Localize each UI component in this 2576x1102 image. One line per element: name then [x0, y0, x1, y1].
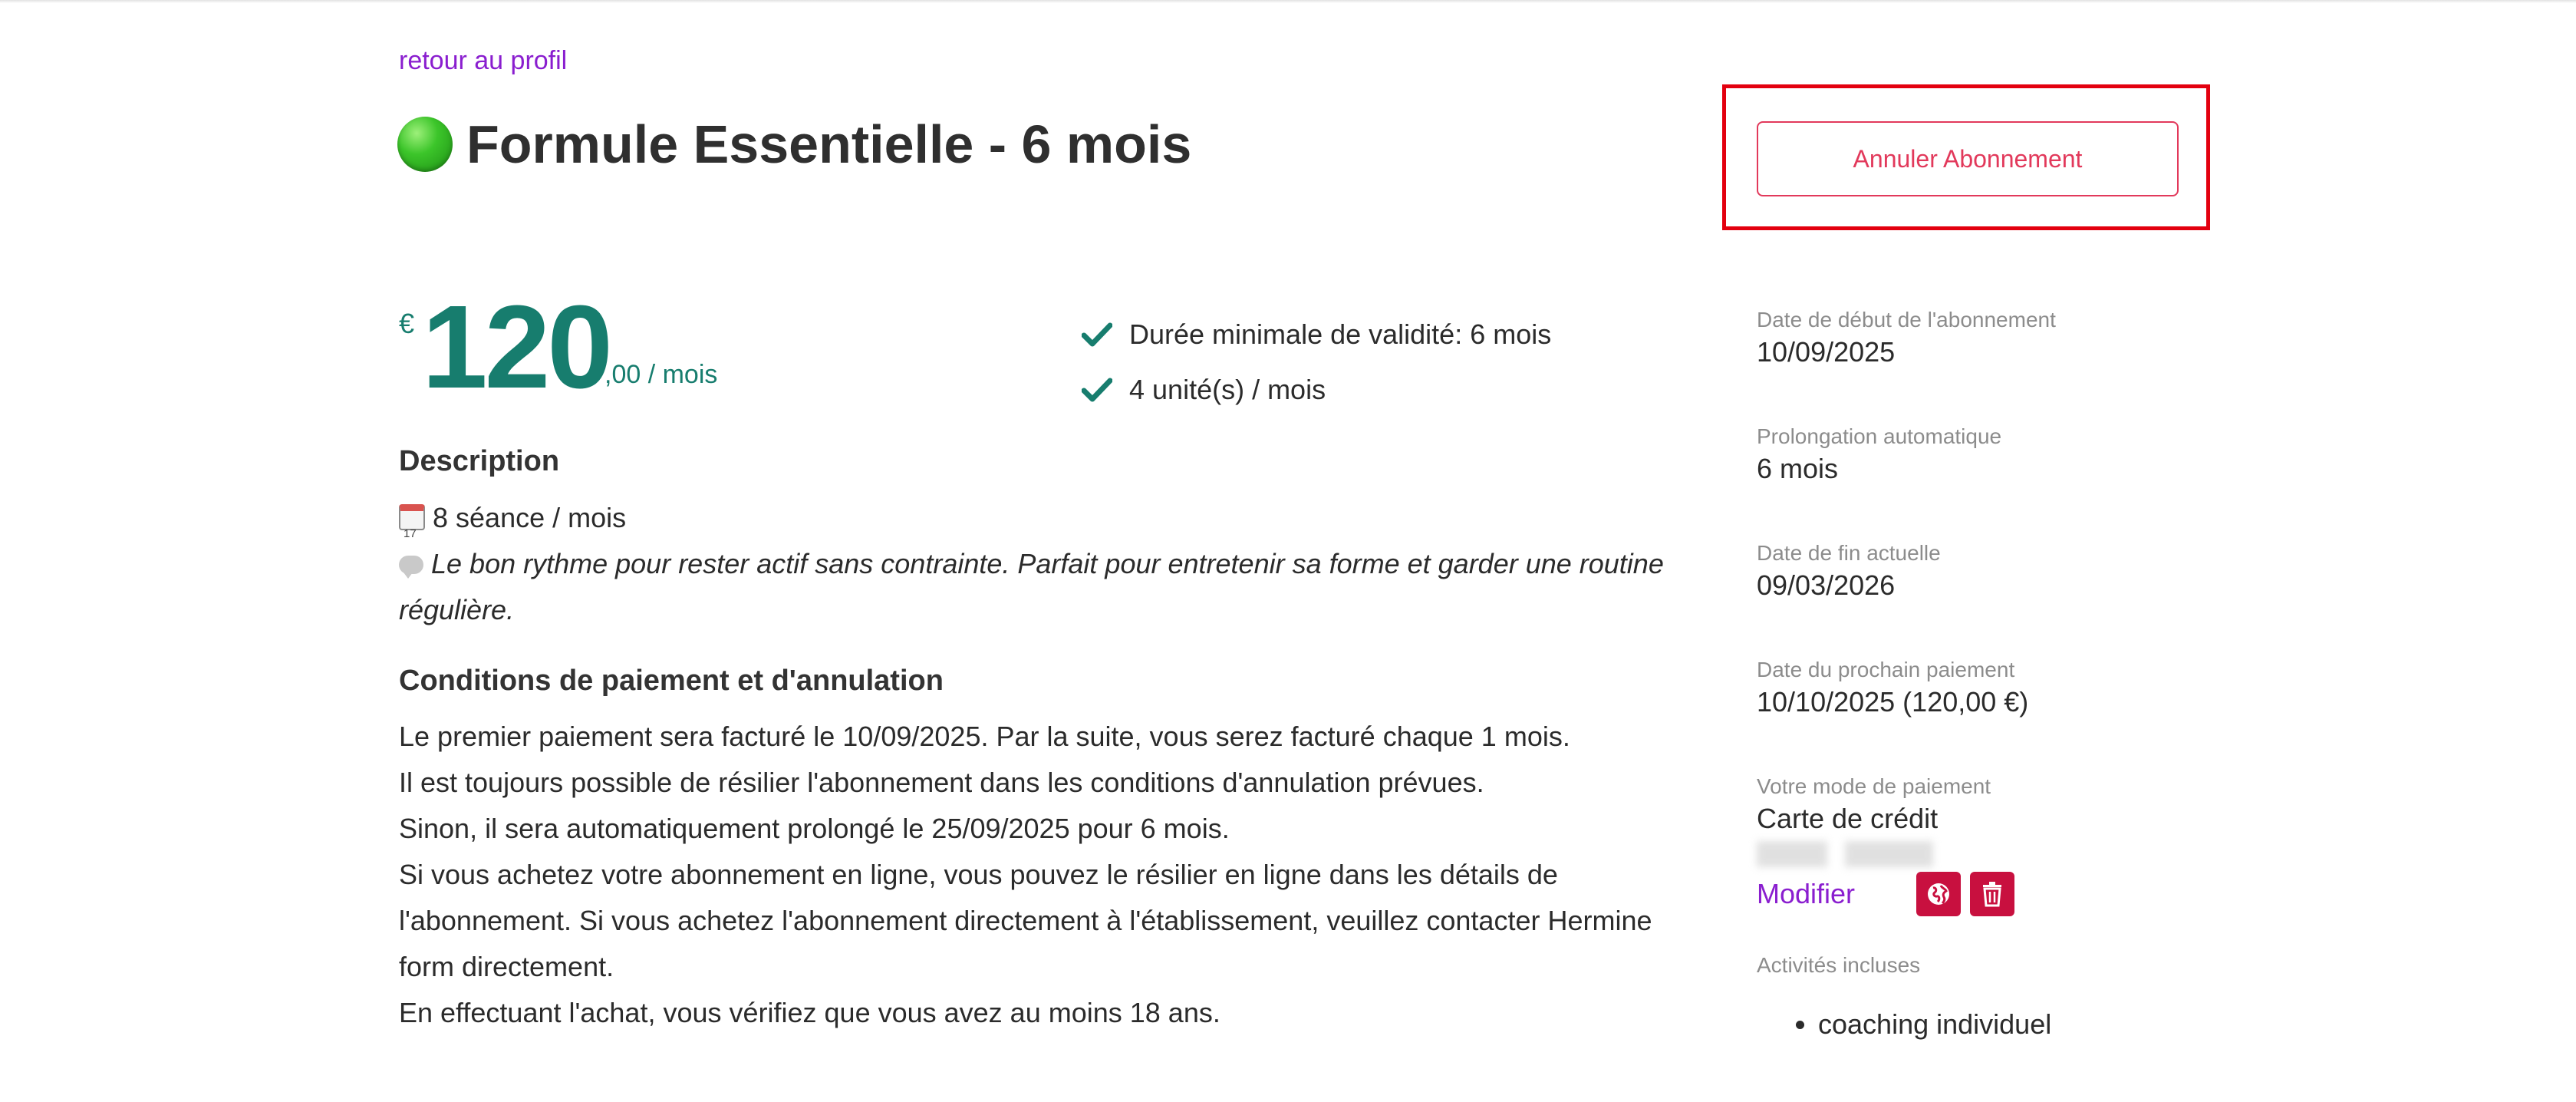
top-divider — [0, 0, 2576, 3]
feature-text: 4 unité(s) / mois — [1129, 374, 1326, 405]
conditions-line: Le premier paiement sera facturé le 10/09/2025. Par la suite, vous serez facturé chaque 1 mois. — [399, 721, 1570, 752]
description-text: Le bon rythme pour rester actif sans contrainte. Parfait pour entretenir sa forme et garder une routine régulière. — [399, 548, 1664, 625]
subscription-details — [1757, 305, 2186, 1041]
conditions-line: Sinon, il sera automatiquement prolongé le 25/09/2025 pour 6 mois. — [399, 813, 1230, 844]
cancel-subscription-button[interactable]: Annuler Abonnement — [1757, 121, 2179, 196]
payment-actions — [1757, 872, 2186, 916]
feature-text: Durée minimale de validité: 6 mois — [1129, 318, 1552, 350]
feature-item — [1082, 362, 1551, 417]
check-icon — [1082, 322, 1112, 348]
description-heading: Description — [399, 445, 560, 477]
next-payment-value: 10/10/2025 (120,00 €) — [1757, 686, 2029, 718]
activities-list — [1757, 1008, 2186, 1041]
activity-item: • coaching individuel — [1818, 1008, 2186, 1041]
payment-method-value: Carte de crédit — [1757, 803, 1939, 834]
status-green-circle-icon — [397, 117, 453, 172]
modify-payment-link[interactable]: Modifier — [1757, 878, 1856, 909]
price-amount: 120 — [422, 281, 610, 413]
price-suffix: ,00 / mois — [604, 360, 718, 389]
description-body — [399, 495, 1703, 633]
start-date-label: Date de début de l'abonnement — [1757, 308, 2056, 332]
conditions-body — [399, 714, 1703, 1036]
check-icon — [1082, 377, 1112, 403]
page-header — [397, 114, 1191, 175]
end-date-label: Date de fin actuelle — [1757, 541, 1941, 565]
conditions-line: Il est toujours possible de résilier l'abonnement dans les conditions d'annulation prévues. — [399, 767, 1484, 798]
description-line — [399, 541, 1703, 633]
auto-renewal-value: 6 mois — [1757, 453, 1839, 484]
page-title: Formule Essentielle - 6 mois — [466, 114, 1192, 174]
speech-bubble-icon — [399, 556, 423, 574]
activities-label: Activités incluses — [1757, 953, 1921, 977]
conditions-line: Si vous achetez votre abonnement en ligne, vous pouvez le résilier en ligne dans les détails de l'abonnement. Si vous achetez l'abonnement directement à l'établissement, veuillez contacter Hermine form directement. — [399, 859, 1652, 982]
masked-card-number — [1757, 841, 1933, 867]
globe-icon[interactable] — [1916, 872, 1961, 916]
feature-item — [1082, 307, 1551, 362]
price-currency: € — [399, 308, 415, 339]
back-to-profile-link[interactable]: retour au profil — [399, 46, 568, 75]
payment-method-label: Votre mode de paiement — [1757, 774, 1991, 798]
feature-list — [1082, 307, 1551, 417]
calendar-icon — [399, 504, 425, 530]
conditions-line: En effectuant l'achat, vous vérifiez que vous avez au moins 18 ans. — [399, 997, 1220, 1028]
trash-icon[interactable] — [1970, 872, 2014, 916]
sessions-text: 8 séance / mois — [433, 502, 627, 533]
conditions-heading: Conditions de paiement et d'annulation — [399, 665, 944, 697]
auto-renewal-label: Prolongation automatique — [1757, 424, 2002, 448]
end-date-value: 09/03/2026 — [1757, 569, 1896, 601]
next-payment-label: Date du prochain paiement — [1757, 658, 2015, 681]
start-date-value: 10/09/2025 — [1757, 336, 1896, 368]
description-line — [399, 495, 1703, 541]
